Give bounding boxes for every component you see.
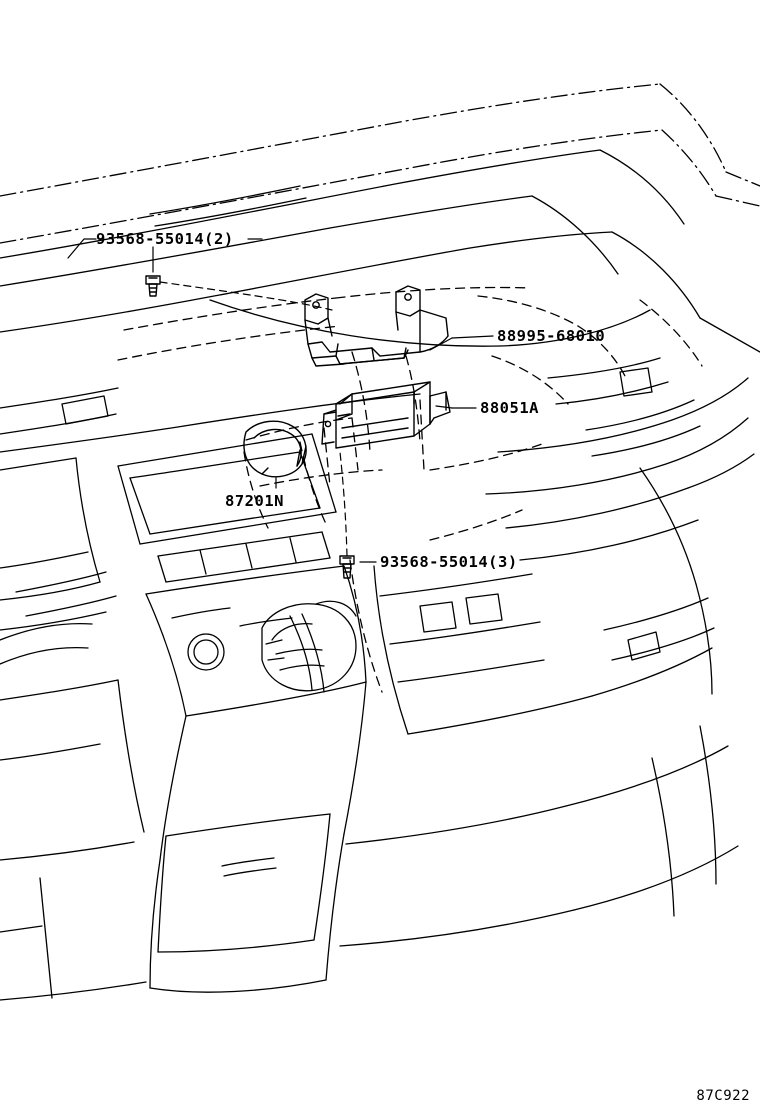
callout-88051a: 88051A bbox=[480, 399, 539, 417]
callout-93568-55014-3: 93568-55014(3) bbox=[380, 553, 518, 571]
callout-87201n: 87201N bbox=[225, 492, 284, 510]
callout-88995-68010: 88995-68010 bbox=[497, 327, 606, 345]
diagram-figure-code: 87C922 bbox=[696, 1088, 750, 1104]
callout-93568-55014-2: 93568-55014(2) bbox=[96, 230, 234, 248]
